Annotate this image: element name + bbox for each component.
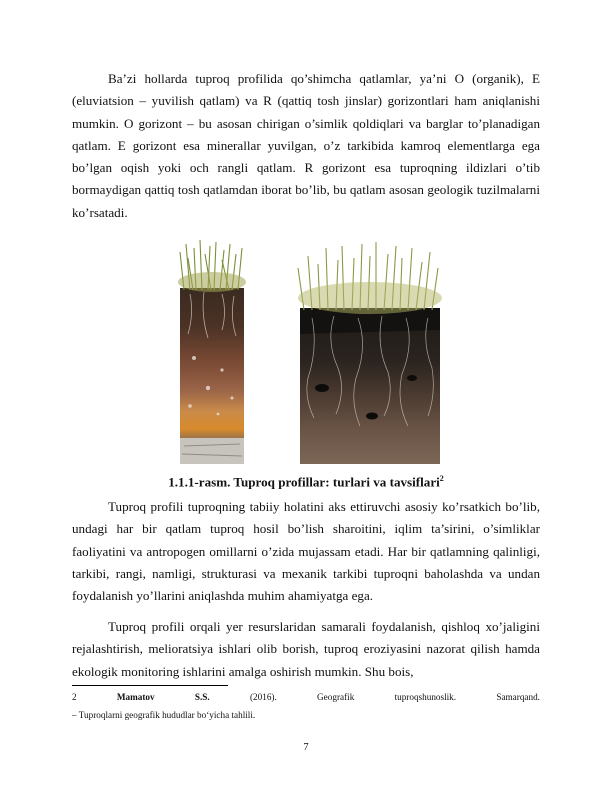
- figure-caption-text: 1.1.1-rasm. Tuproq profillar: turlari va tavsiflari: [168, 474, 440, 490]
- footnote-title-word2: tuproqshunoslik.: [394, 692, 457, 702]
- footnote-author: Mamatov: [116, 692, 155, 702]
- page-number: 7: [303, 742, 309, 753]
- soil-column-right: [298, 242, 442, 464]
- paragraph-soil-horizons: Ba’zi hollarda tuproq profilida qo’shimcha qatlamlar, ya’ni O (organik), E (eluviatsion – yuvilish qatlam) va R (qattiq tosh jinslar) gorizontlari ham aniqlanishi mumkin. O gorizont – bu asosan chirigan o’simlik qoldiqlari va barglar to’planadigan qatlam. E gorizont esa minerallar yuvilgan, o’z tarkibida kamroq elementlarga ega bo’lgan oqish yoki och rangli qatlam. R gorizont esa tuproqning ildizlari o’tib bormaydigan qattiq tosh qatlamdan iborat bo’lib, bu qatlam asosan geologik tuzilmalarni ko’rsatadi.: [72, 71, 540, 220]
- footnote-year: (2016).: [249, 692, 277, 702]
- footnote-initials: S.S.: [194, 692, 210, 702]
- footnote-reference: 2: [439, 474, 444, 483]
- footnote-city: Samarqand.: [496, 692, 540, 702]
- footnote-divider: [72, 685, 228, 686]
- soil-profile-figure: [72, 238, 540, 464]
- soil-column-left: [178, 240, 246, 464]
- footnote-title-word1: Geografik: [317, 692, 355, 702]
- paragraph-soil-profile-use: Tuproq profili orqali yer resurslaridan samarali foydalanish, qishloq xo’jaligini rejalashtirish, melioratsiya ishlari olib borish, tuproq eroziyasini nazorat qilish hamda ekologik monitoring ishlarini amalga oshirish mumkin. Shu bois,: [72, 619, 540, 679]
- footnote-marker: 2: [72, 692, 77, 702]
- figure-caption: [72, 470, 540, 491]
- soil-profile-illustration: [72, 238, 540, 464]
- footnote: [72, 688, 540, 724]
- footnote-subtitle: – Tuproqlarni geografik hududlar bo‘yicha tahlili.: [72, 710, 256, 720]
- paragraph-soil-profile-indicator: Tuproq profili tuproqning tabiiy holatini aks ettiruvchi asosiy ko’rsatkich bo’lib, undagi har bir qatlam tuproq hosil bo’lish sharoitini, iqlim ta’sirini, o’simliklar faoliyatini va antropogen omillarni o’zida mujassam etadi. Har bir qatlamning qalinligi, tarkibi, rangi, namligi, strukturasi va mexanik tarkibi tuproqni baholashda va undan foydalanish yo’llarini aniqlashda muhim ahamiyatga ega.: [72, 499, 540, 604]
- footnote-citation: [72, 688, 540, 706]
